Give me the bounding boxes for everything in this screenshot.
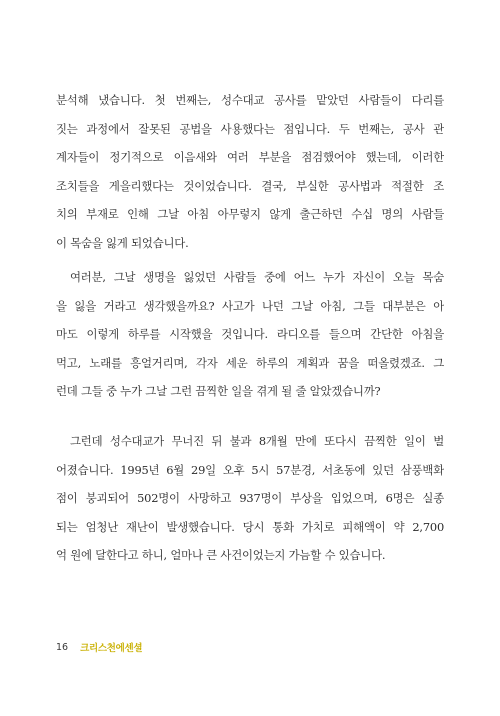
paragraph-line: 짓는 과정에서 잘못된 공법을 사용했다는 점입니다. 두 번째는, 공사 관	[56, 121, 444, 136]
paragraph-line: 마도 이렇게 하루를 시작했을 것입니다. 라디오를 들으며 간단한 아침을	[56, 327, 444, 341]
paragraph-line: 점이 붕괴되어 502명이 사망하고 937명이 부상을 입었으며, 6명은 실종	[56, 491, 444, 505]
running-title: 크리스천에센셜	[80, 643, 143, 654]
paragraph-line: 조치들을 게을리했다는 것이었습니다. 결국, 부실한 공사법과 적절한 조	[56, 178, 444, 193]
paragraph-line: 을 잃을 거라고 생각했을까요? 사고가 나던 그날 아침, 그들 대부분은 아	[56, 298, 444, 313]
paragraph-line: 먹고, 노래를 흥얼거리며, 각자 세운 하루의 계획과 꿈을 떠올렸겠죠. 그	[56, 355, 444, 370]
paragraph-line: 여러분, 그날 생명을 잃었던 사람들 중에 어느 누가 자신이 오늘 목숨	[70, 270, 444, 284]
paragraph-3	[56, 427, 444, 570]
page-number: 16	[56, 641, 69, 653]
paragraph-line: 계자들이 정기적으로 이음새와 여러 부분을 점검했어야 했는데, 이러한	[56, 150, 444, 164]
paragraph-line: 치의 부재로 인해 그날 아침 아무렇지 않게 출근하던 수십 명의 사람들	[56, 207, 444, 221]
paragraph-line: 분석해 냈습니다. 첫 번째는, 성수대교 공사를 맡았던 사람들이 다리를	[56, 93, 444, 107]
paragraph-line: 어졌습니다. 1995년 6월 29일 오후 5시 57분경, 서초동에 있던 삼풍백화	[56, 462, 444, 477]
paragraph-2	[56, 263, 444, 406]
paragraph-line: 이 목숨을 잃게 되었습니다.	[56, 235, 189, 250]
page-footer	[56, 640, 142, 654]
paragraph-line: 억 원에 달한다고 하니, 얼마나 큰 사건이었는지 가늠할 수 있습니다.	[56, 548, 386, 562]
paragraph-line: 그런데 성수대교가 무너진 뒤 불과 8개월 만에 또다시 끔찍한 일이 벌	[70, 434, 444, 448]
paragraph-1	[56, 86, 444, 257]
paragraph-line: 되는 엄청난 재난이 발생했습니다. 당시 통화 가치로 피해액이 약 2,700	[56, 519, 444, 534]
paragraph-line: 런데 그들 중 누가 그날 그런 끔찍한 일을 겪게 될 줄 알았겠습니까?	[56, 384, 381, 398]
